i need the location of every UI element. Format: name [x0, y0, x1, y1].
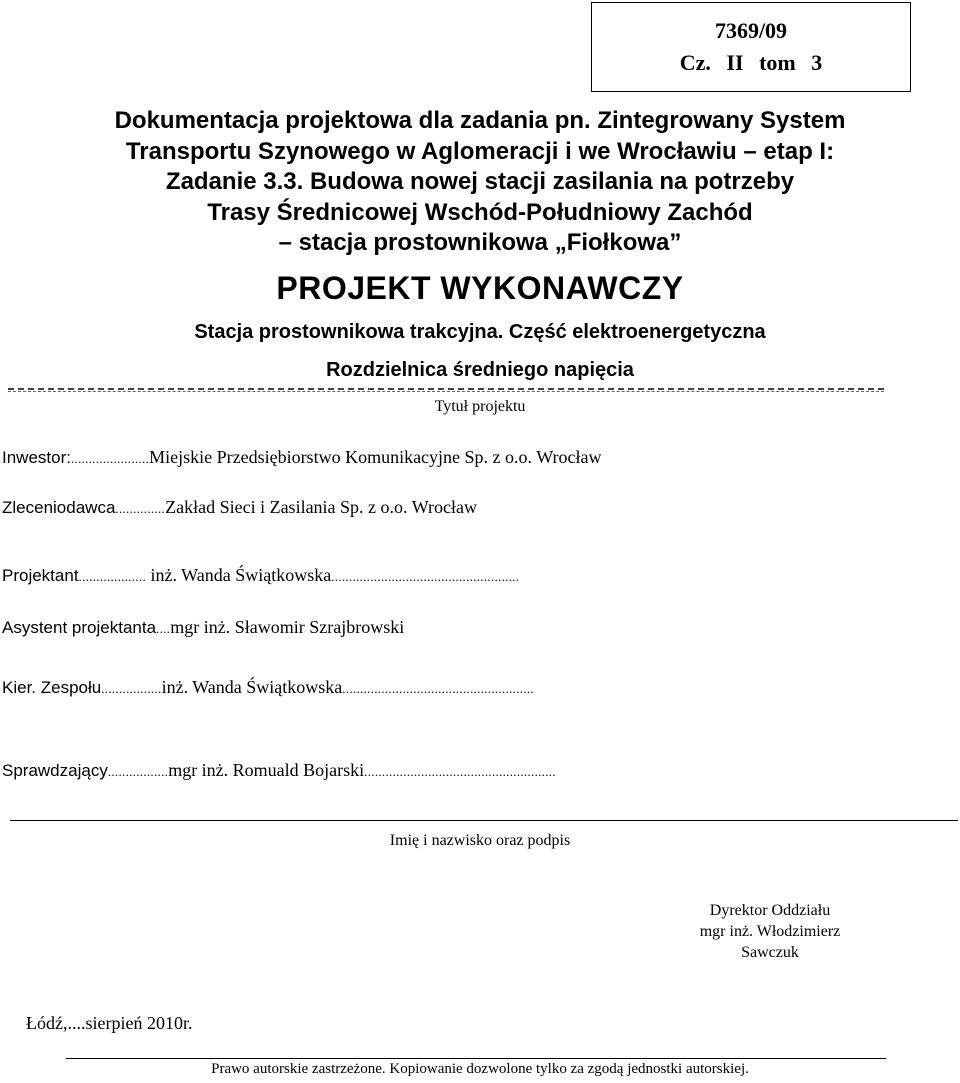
project-type-heading: PROJEKT WYKONAWCZY: [276, 270, 684, 306]
row-value: inż. Wanda Świątkowska: [146, 565, 332, 585]
row-label: Zleceniodawca: [2, 498, 116, 517]
client-row: [2, 495, 477, 521]
project-title-line: – stacja prostownikowa „Fiołkowa”: [278, 229, 682, 256]
assistant-row: [2, 615, 404, 641]
leader-dots: .................: [101, 681, 162, 696]
checker-row: [2, 758, 556, 784]
director-block: [670, 900, 870, 963]
document-number: 7369/09: [714, 18, 788, 43]
project-title-line: Transportu Szynowego w Aglomeracji i we Wrocławiu – etap I:: [125, 137, 835, 165]
trailing-dots: ......................................................: [364, 764, 556, 779]
leader-dots: ...................: [78, 569, 146, 584]
document-part: Cz. II: [679, 50, 744, 75]
project-subtitle: Stacja prostownikowa trakcyjna. Część elektroenergetyczna: [194, 321, 766, 343]
title-caption: Tytuł projektu: [434, 398, 526, 415]
date-dots: ....: [67, 1013, 86, 1033]
project-title-line: Zadanie 3.3. Budowa nowej stacji zasilania na potrzeby: [165, 168, 795, 195]
row-label: Inwestor:: [2, 448, 71, 467]
date-value: sierpień 2010r.: [85, 1013, 193, 1033]
leader-dots: ....: [156, 621, 171, 636]
row-value: Miejskie Przedsiębiorstwo Komunikacyjne Sp. z o.o. Wrocław: [149, 447, 602, 467]
footer-line: [66, 1058, 886, 1059]
row-label: Kier. Zespołu: [2, 678, 102, 697]
project-title: [40, 106, 920, 259]
signature-caption: Imię i nazwisko oraz podpis: [389, 832, 571, 849]
copyright-notice: Prawo autorskie zastrzeżone. Kopiowanie dozwolone tylko za zgodą jednostki autorskiej.: [211, 1061, 749, 1077]
date-place: Łódź,: [26, 1013, 68, 1033]
director-title: Dyrektor Oddziału: [709, 902, 831, 919]
designer-row: [2, 563, 519, 589]
row-value: mgr inż. Sławomir Szrajbrowski: [170, 617, 405, 637]
trailing-dots: .....................................................: [331, 569, 520, 584]
row-label: Sprawdzający: [2, 761, 108, 780]
document-reference-box: [591, 2, 911, 92]
place-date: [26, 1013, 192, 1034]
document-part-volume: [592, 47, 910, 79]
row-label: Projektant: [2, 566, 79, 585]
leader-dots: ......................: [70, 451, 150, 466]
leader-dots: .................: [107, 764, 169, 779]
row-value: mgr inż. Romuald Bojarski: [168, 760, 365, 780]
team-lead-row: [2, 675, 534, 701]
row-label: Asystent projektanta: [2, 618, 157, 637]
leader-dots: ..............: [115, 501, 166, 516]
document-volume: tom 3: [759, 50, 823, 75]
row-value: Zakład Sieci i Zasilania Sp. z o.o. Wrocław: [165, 497, 477, 517]
title-divider-2: [8, 391, 884, 392]
title-divider: [8, 388, 884, 390]
project-title-line: Trasy Średnicowej Wschód-Południowy Zachód: [207, 198, 753, 226]
investor-row: [2, 445, 601, 471]
trailing-dots: ......................................................: [342, 681, 534, 696]
row-value: inż. Wanda Świątkowska: [161, 677, 343, 697]
signature-line: [10, 820, 958, 821]
project-subtitle-2: Rozdzielnica średniego napięcia: [326, 359, 634, 381]
project-title-line: Dokumentacja projektowa dla zadania pn. Zintegrowany System: [114, 107, 846, 134]
director-name: mgr inż. Włodzimierz Sawczuk: [699, 923, 841, 961]
